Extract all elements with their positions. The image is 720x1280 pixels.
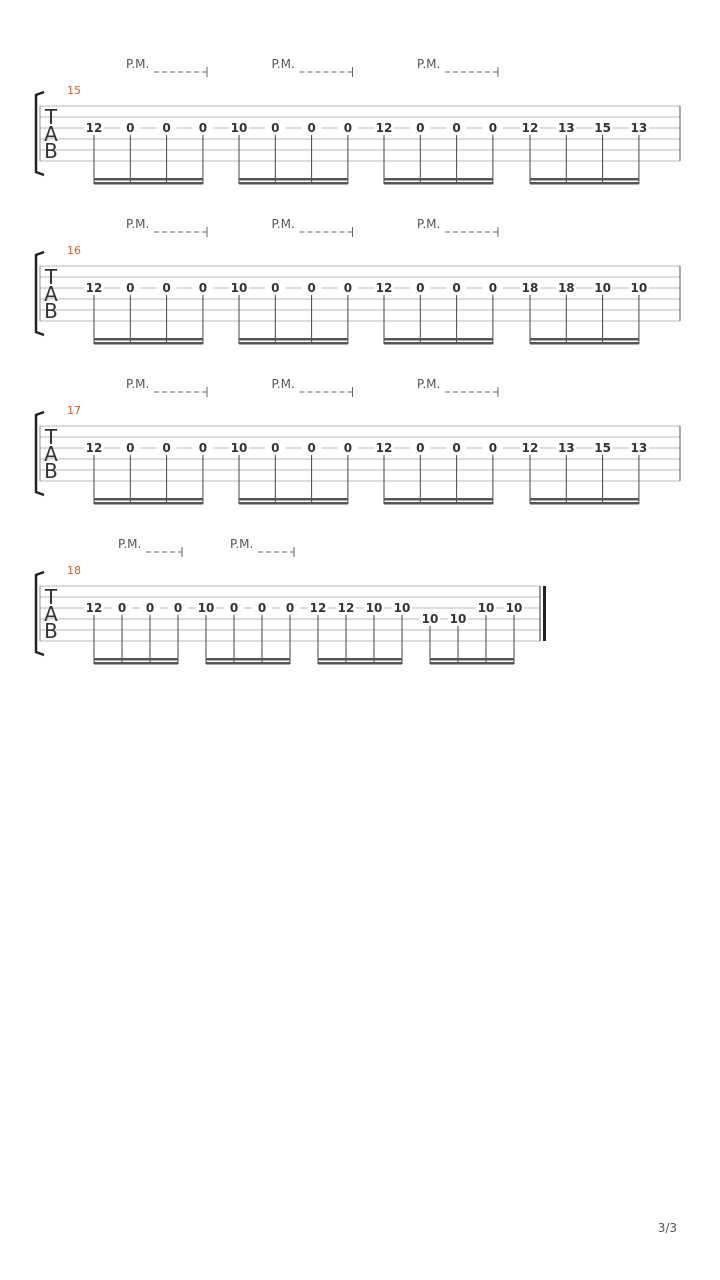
beam	[239, 498, 348, 501]
measure-number: 17	[67, 404, 81, 417]
beam	[430, 662, 514, 665]
fret-number: 0	[162, 441, 171, 455]
fret-number: 10	[477, 601, 495, 615]
fret-number: 0	[416, 441, 425, 455]
beam	[384, 502, 493, 505]
fret-number: 13	[557, 441, 575, 455]
fret-number: 0	[145, 601, 155, 615]
tab-clef-letter: A	[44, 602, 58, 626]
tab-clef-letter: T	[44, 585, 58, 609]
beam	[239, 342, 348, 345]
fret-number: 12	[85, 601, 103, 615]
beam	[318, 662, 402, 665]
fret-number: 10	[505, 601, 523, 615]
tab-system-18	[36, 537, 546, 665]
page-number: 3/3	[657, 1221, 677, 1235]
beam	[239, 178, 348, 181]
beam	[430, 658, 514, 661]
palm-mute-label: P.M.	[230, 537, 254, 551]
final-barline	[543, 586, 546, 641]
fret-number: 0	[488, 441, 498, 455]
beam	[206, 662, 290, 665]
fret-number: 18	[557, 281, 575, 295]
tab-system-16	[36, 217, 680, 345]
beam	[318, 658, 402, 661]
fret-number: 10	[594, 281, 611, 295]
beam	[530, 178, 639, 181]
tab-clef-letter: A	[44, 282, 58, 306]
palm-mute-label: P.M.	[271, 57, 295, 71]
fret-number: 0	[343, 281, 353, 295]
beam	[530, 502, 639, 505]
fret-number: 12	[375, 121, 393, 135]
fret-number: 10	[197, 601, 215, 615]
fret-number: 12	[337, 601, 355, 615]
beam	[94, 342, 203, 345]
palm-mute-label: P.M.	[118, 537, 142, 551]
fret-number: 0	[126, 281, 135, 295]
beam	[94, 662, 178, 665]
beam	[530, 182, 639, 185]
beam	[239, 182, 348, 185]
fret-number: 12	[85, 281, 103, 295]
tab-clef-letter: T	[44, 105, 58, 129]
fret-number: 0	[343, 121, 353, 135]
fret-number: 15	[594, 121, 611, 135]
fret-number: 0	[126, 121, 135, 135]
tab-clef-letter: A	[44, 442, 58, 466]
tab-clef-letter: A	[44, 122, 58, 146]
fret-number: 0	[452, 281, 461, 295]
fret-number: 0	[452, 121, 461, 135]
beam	[94, 178, 203, 181]
fret-number: 12	[375, 281, 393, 295]
beam	[206, 658, 290, 661]
fret-number: 0	[307, 121, 316, 135]
fret-number: 18	[521, 281, 539, 295]
palm-mute-label: P.M.	[271, 217, 295, 231]
fret-number: 0	[126, 441, 135, 455]
fret-number: 0	[343, 441, 353, 455]
fret-number: 12	[521, 121, 539, 135]
beam	[239, 338, 348, 341]
measure-number: 16	[67, 244, 81, 257]
tab-system-15	[36, 57, 680, 185]
fret-number: 0	[257, 601, 267, 615]
beam	[384, 342, 493, 345]
fret-number: 0	[162, 121, 171, 135]
fret-number: 0	[452, 441, 461, 455]
beam	[94, 498, 203, 501]
fret-number: 0	[162, 281, 171, 295]
beam	[384, 182, 493, 185]
fret-number: 0	[271, 281, 280, 295]
beam	[239, 502, 348, 505]
fret-number: 10	[230, 121, 248, 135]
fret-number: 0	[271, 441, 280, 455]
fret-number: 0	[416, 281, 425, 295]
beam	[94, 502, 203, 505]
fret-number: 0	[173, 601, 183, 615]
fret-number: 0	[198, 121, 208, 135]
palm-mute-label: P.M.	[271, 377, 295, 391]
palm-mute-label: P.M.	[417, 377, 441, 391]
fret-number: 13	[630, 441, 648, 455]
beam	[94, 182, 203, 185]
beam	[94, 338, 203, 341]
fret-number: 0	[198, 281, 208, 295]
beam	[530, 338, 639, 341]
fret-number: 0	[488, 121, 498, 135]
tab-system-17	[36, 377, 680, 505]
tab-clef-letter: B	[44, 619, 58, 643]
beam	[384, 178, 493, 181]
palm-mute-label: P.M.	[126, 217, 150, 231]
fret-number: 10	[421, 612, 439, 626]
beam	[94, 658, 178, 661]
tab-clef-letter: B	[44, 139, 58, 163]
fret-number: 10	[230, 281, 248, 295]
beam	[530, 342, 639, 345]
tab-clef-letter: T	[44, 265, 58, 289]
tab-clef-letter: B	[44, 299, 58, 323]
tab-clef-letter: B	[44, 459, 58, 483]
fret-number: 12	[85, 441, 103, 455]
fret-number: 10	[230, 441, 248, 455]
fret-number: 12	[375, 441, 393, 455]
measure-number: 18	[67, 564, 81, 577]
measure-number: 15	[67, 84, 81, 97]
fret-number: 0	[488, 281, 498, 295]
beam	[384, 338, 493, 341]
fret-number: 13	[557, 121, 575, 135]
fret-number: 0	[271, 121, 280, 135]
palm-mute-label: P.M.	[417, 217, 441, 231]
tab-clef-letter: T	[44, 425, 58, 449]
fret-number: 10	[393, 601, 411, 615]
fret-number: 0	[285, 601, 295, 615]
fret-number: 0	[307, 441, 316, 455]
palm-mute-label: P.M.	[126, 377, 150, 391]
fret-number: 12	[521, 441, 539, 455]
fret-number: 0	[416, 121, 425, 135]
fret-number: 0	[307, 281, 316, 295]
beam	[530, 498, 639, 501]
fret-number: 0	[198, 441, 208, 455]
fret-number: 15	[594, 441, 611, 455]
fret-number: 10	[449, 612, 467, 626]
fret-number: 0	[229, 601, 239, 615]
fret-number: 10	[365, 601, 383, 615]
palm-mute-label: P.M.	[417, 57, 441, 71]
fret-number: 12	[309, 601, 327, 615]
fret-number: 12	[85, 121, 103, 135]
fret-number: 0	[117, 601, 127, 615]
fret-number: 10	[630, 281, 648, 295]
palm-mute-label: P.M.	[126, 57, 150, 71]
fret-number: 13	[630, 121, 648, 135]
beam	[384, 498, 493, 501]
